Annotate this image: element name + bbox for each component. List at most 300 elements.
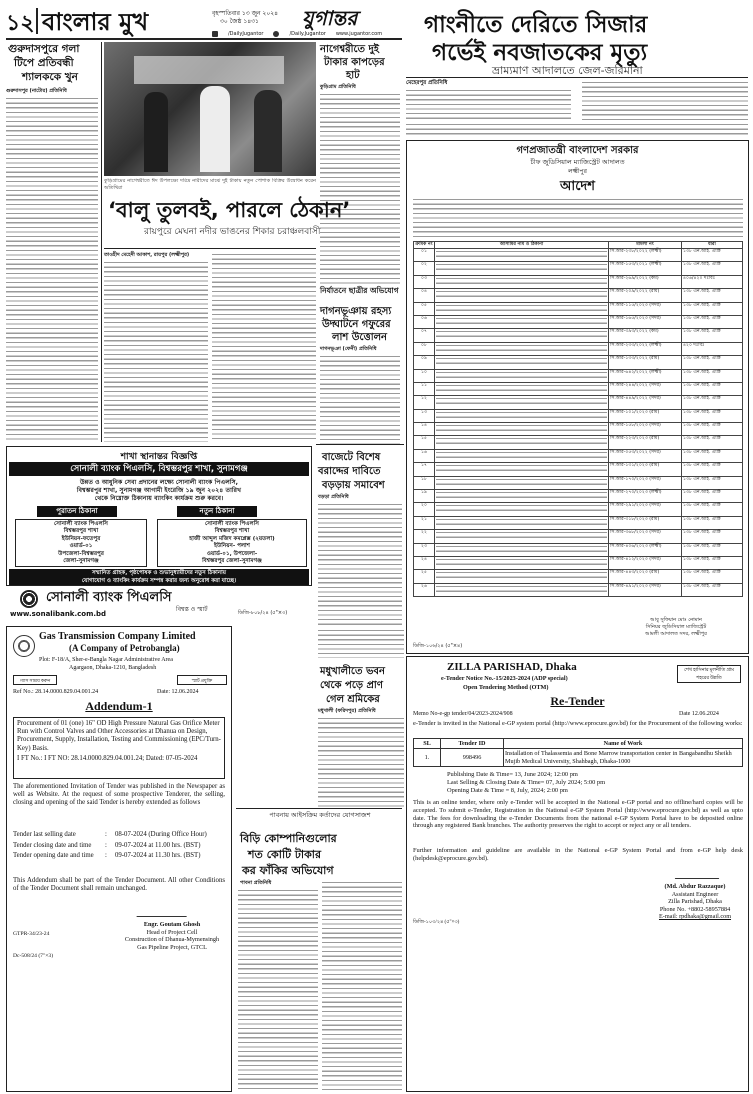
lead-byline: মেহেরপুর প্রতিনিধি	[406, 80, 448, 86]
court-cell-name-text	[436, 450, 607, 461]
court-cell-case: সি.আর-৪১২/২০২৩ (সদর)	[609, 556, 682, 569]
zp-signature-block	[643, 883, 747, 921]
gas-tender-row	[13, 831, 225, 840]
twitter-handle[interactable]: /Daily.Jugantor	[289, 31, 326, 37]
banner-rule	[104, 248, 316, 249]
court-cell-section: ১৩৮ এন.আই. এ্যাক্ট	[682, 302, 743, 315]
court-cell-name	[435, 530, 609, 543]
gas-ift: I FT No.: I FT NO: 28.14.0000.829.04.001.24; Dated: 07-05-2024	[17, 754, 198, 762]
court-gov: গণপ্রজাতন্ত্রী বাংলাদেশ সরকার	[516, 145, 639, 156]
court-cell-case: সি.আর-৩৯৩/২০২২ (কম)	[609, 329, 682, 342]
old-address	[15, 519, 147, 567]
court-cell-sl: ০৬	[414, 315, 435, 328]
court-cell-section: ১৩৮ এন.আই. এ্যাক্ট	[682, 516, 743, 529]
new-address-line: হাজী আব্দুল মজিদ কমপ্লেক্স (২য়তলা)	[189, 535, 275, 542]
court-table-row	[414, 249, 743, 262]
court-cell-name-text	[436, 490, 607, 501]
court-cell-name-text	[436, 436, 607, 447]
zp-intro: e-Tender is invited in the National e-GP system portal (http://www.eprocure.gov.bd) for the Procurement of the following works:	[413, 720, 743, 727]
court-cell-name-text	[436, 276, 607, 287]
court-cell-name	[435, 249, 609, 262]
court-sign-name: আবু সুফিয়ান মোঃ নোমান	[650, 617, 702, 623]
court-cell-name	[435, 436, 609, 449]
court-cell-section: ১৩৮ এন.আই. এ্যাক্ট	[682, 530, 743, 543]
old-address-line: সোনালী ব্যাংক পিএলসি	[53, 521, 108, 527]
s5-headline-1: বাজেটে বিশেষ	[322, 452, 381, 463]
court-cell-section: ১৩৮ এন.আই. এ্যাক্ট	[682, 289, 743, 302]
court-cell-name	[435, 503, 609, 516]
court-cell-name-text	[436, 343, 607, 354]
court-cell-name	[435, 476, 609, 489]
gas-addendum: Addendum-1	[85, 699, 153, 713]
court-table-row	[414, 262, 743, 275]
banner-byline: তাওহীদ মেহেদী আকাশ, রায়পুর (লক্ষ্মীপুর)	[104, 252, 190, 258]
sonali-website[interactable]: www.sonalibank.com.bd	[10, 610, 107, 618]
gas-address-1: Plot: F-18/A, Sher-e-Bangla Nagar Administrative Area	[39, 657, 173, 663]
court-cell-sl: ১৩	[414, 409, 435, 422]
court-cell-case: সি.আর-১৩১/২০২৩ (রাম)	[609, 463, 682, 476]
court-cell-sl: ১৯	[414, 490, 435, 503]
s7-headline-2: শত কোটি টাকার	[248, 848, 322, 861]
court-table-row	[414, 503, 743, 516]
s5-headline-3: বড়ড়ায় সমাবেশ	[322, 480, 385, 491]
photo-person-2	[200, 86, 230, 172]
court-cell-name	[435, 369, 609, 382]
gas-row-colon: :	[105, 841, 107, 849]
court-cell-name	[435, 289, 609, 302]
court-cell-name-text	[436, 383, 607, 394]
court-table-row	[414, 583, 743, 596]
s3-body	[320, 262, 400, 284]
zp-org: ZILLA PARISHAD, Dhaka	[447, 661, 577, 673]
sonali-notice-bar	[9, 569, 309, 585]
s1-headline-3: শ্যালককে খুন	[22, 71, 78, 83]
s6-headline-1: মধুখালীতে ভবন	[320, 666, 385, 677]
s1-headline-1: গুরুদাসপুরে গলা	[8, 43, 80, 55]
court-cell-section: ১৩৮ এন.আই. এ্যাক্ট	[682, 249, 743, 262]
court-cell-sl: ২২	[414, 530, 435, 543]
court-cell-sl: ১৭	[414, 463, 435, 476]
sonali-bank-ad	[6, 446, 312, 586]
new-address-line: বিশ্বম্ভরপুর জেলা-সুনামগঞ্জ	[202, 558, 262, 565]
court-cell-name	[435, 490, 609, 503]
court-district: লক্ষ্মীপুর	[568, 168, 587, 175]
gas-row-value: 09-07-2024 at 11.30 hrs. (BST)	[115, 852, 201, 860]
s2-headline-3: হাট	[346, 70, 360, 81]
lead-body-col1	[406, 88, 571, 122]
zp-sign-name: (Md. Abdur Razzaque)	[664, 883, 726, 890]
court-cell-name	[435, 262, 609, 275]
court-table-row	[414, 449, 743, 462]
court-cell-name-text	[436, 289, 607, 300]
zp-row-id: 998496	[441, 749, 504, 767]
court-cell-section: ১৩৮ এন.আই. এ্যাক্ট	[682, 490, 743, 503]
gas-para: The aforementioned Invitation of Tender was published in the Newspaper as well as Website. At the request of some prospective Tenderer, the selling, closing and opening of the said Tender is hereby extended as follows	[13, 783, 225, 807]
story-pabna	[236, 808, 402, 1094]
court-cell-sl: ১৮	[414, 476, 435, 489]
court-cell-section: ১৩৮ এন.আই. এ্যাক্ট	[682, 315, 743, 328]
court-cell-sl: ১২	[414, 396, 435, 409]
photo-banner-prop	[134, 56, 284, 84]
court-cell-sl: ০৫	[414, 302, 435, 315]
court-table-row	[414, 356, 743, 369]
sonali-footer	[6, 588, 312, 620]
court-table-row	[414, 315, 743, 328]
s2-headline-1: নাগেশ্বরীতে দুই	[320, 44, 379, 55]
s1-body	[6, 96, 98, 442]
s7-headline-3: কর ফাঁকির অভিযোগ	[242, 864, 334, 877]
court-intro	[413, 197, 743, 237]
court-cell-name-text	[436, 477, 607, 488]
court-table-row	[414, 530, 743, 543]
gas-footer: This Addendum shall be part of the Tender Document. All other Conditions of the Tender Document shall remain unchanged.	[13, 877, 225, 893]
court-cell-name-text	[436, 530, 607, 541]
gas-row-value: 08-07-2024 (During Office Hour)	[115, 831, 207, 838]
new-address-line: ওয়ার্ড-০১, উপজেলা-	[206, 550, 258, 557]
court-cell-sl: ২১	[414, 516, 435, 529]
court-cell-section: ১৩৮ এন.আই. এ্যাক্ট	[682, 436, 743, 449]
zp-col-work: Name of Work	[504, 739, 743, 749]
masthead-divider	[36, 8, 38, 34]
mid-divider	[316, 444, 404, 445]
masthead-underline	[6, 38, 402, 40]
court-cell-section: ৪২০ দঃবিঃ	[682, 342, 743, 355]
court-cell-section: ১৩৮ এন.আই. এ্যাক্ট	[682, 423, 743, 436]
court-cell-sl: ০৭	[414, 329, 435, 342]
court-cell-sl: ১৬	[414, 449, 435, 462]
court-table-row	[414, 342, 743, 355]
zp-sign-title: Assistant Engineer	[671, 890, 719, 898]
court-cell-case: সি.আর-২৪৪/২০২২ (সদর)	[609, 382, 682, 395]
court-cell-case: সি.আর-৪৪৯/২০২২ (সদর)	[609, 396, 682, 409]
s4-headline-2: উদ্ঘাটনে গফুরের	[322, 319, 391, 330]
s1-headline-2: টিপে প্রতিবন্ধী	[14, 57, 74, 69]
court-table-row	[414, 436, 743, 449]
lead-story	[406, 4, 748, 122]
zp-col-sl: SL	[414, 739, 441, 749]
lead-body-col2	[582, 80, 748, 122]
court-table	[413, 241, 743, 597]
banner-subhead: রায়পুরে মেঘনা নদীর ভাঙনের শিকার চরাঞ্চলবাসী	[144, 227, 321, 237]
court-table-row	[414, 409, 743, 422]
s6-byline: মধুখালী (ফরিদপুর) প্রতিনিধি	[318, 708, 376, 714]
court-table-row	[414, 302, 743, 315]
court-cell-section: ১৩৮ এন.আই. এ্যাক্ট	[682, 476, 743, 489]
sonali-branch-bar	[9, 462, 309, 476]
court-cell-section: ১৩৮ এন.আই. এ্যাক্ট	[682, 449, 743, 462]
court-table-row	[414, 556, 743, 569]
section-title: বাংলার মুখ	[42, 8, 149, 36]
court-cell-sl: ০৮	[414, 342, 435, 355]
gas-sign-title-2: Construction of Dhanua-Mymensingh	[124, 936, 220, 944]
court-cell-sl: ০২	[414, 262, 435, 275]
lead-headline-1: গাংনীতে দেরিতে সিজার	[424, 12, 648, 38]
court-cell-name-text	[436, 570, 607, 581]
gas-ref: Ref No.: 28.14.0000.829.04.001.24	[13, 689, 99, 695]
court-table-row	[414, 396, 743, 409]
s3-headline: নির্যাতনে ছাত্রীর অভিযোগ	[320, 286, 399, 295]
gas-signature-block	[113, 921, 231, 951]
court-cell-name	[435, 315, 609, 328]
court-cell-case: সি.আর-২২৩/২০২৩ (রাম)	[609, 436, 682, 449]
court-cell-section: ১৩৮ এন.আই. এ্যাক্ট	[682, 409, 743, 422]
court-cell-case: সি.আর-০৫৩/২০২২ (সদর)	[609, 449, 682, 462]
court-cell-sl: ১০	[414, 369, 435, 382]
court-cell-case: সি.আর-২০৯/২০২২ (রায়)	[609, 289, 682, 302]
court-cell-sl: ২৪	[414, 556, 435, 569]
gas-company-sub: (A Company of Petrobangla)	[69, 643, 180, 653]
s5-body-cont	[318, 628, 404, 658]
gas-company: Gas Transmission Company Limited	[39, 631, 196, 642]
zp-para-2: Further information and guideline are available in the National e-GP System Portal and from e-GP help desk (helpdesk@eprocure.gov.bd).	[413, 847, 743, 862]
court-cell-name	[435, 382, 609, 395]
court-cell-section: ১৩৮ এন.আই. এ্যাক্ট	[682, 396, 743, 409]
court-cell-name	[435, 275, 609, 288]
gas-rows	[13, 831, 225, 863]
lead-headline-2: গর্ভেই নবজাতকের মৃত্যু	[432, 40, 648, 66]
zp-phone: Phone No. +8802-58957884	[659, 905, 731, 913]
court-cell-name-text	[436, 356, 607, 367]
court-cell-case: সি.আর-১৬৫/২০২৩ (সদর)	[609, 315, 682, 328]
page-number: ১২	[6, 11, 35, 36]
new-address-line: সোনালী ব্যাংক পিএলসি	[204, 521, 259, 527]
court-cell-section: ১৩৮ এন.আই. এ্যাক্ট	[682, 356, 743, 369]
court-cell-case: সি.আর-৪০৬/২০২৩ (লক্ষ্মী)	[609, 543, 682, 556]
gas-sign-name: Engr. Goutam Ghosh	[143, 921, 201, 928]
social-row	[212, 31, 402, 37]
gas-row-label: Tender opening date and time	[13, 852, 94, 860]
court-notice	[406, 140, 749, 654]
court-cell-section: ১৩৮ এন.আই. এ্যাক্ট	[682, 556, 743, 569]
court-code: ডিজি-১০৬/২৪ (৫"×৪)	[413, 643, 463, 649]
gas-sign-title-1: Head of Project Cell	[146, 928, 198, 936]
s5-headline-2: বরাদ্দের দাবিতে	[318, 466, 381, 477]
zp-badge: শেখ হাসিনার মূলনীতি গ্রাম শহরের উন্নতি	[677, 665, 741, 683]
court-cell-sl: ০১	[414, 249, 435, 262]
zp-retender: Re-Tender	[550, 694, 605, 708]
s5-body	[318, 502, 402, 626]
court-cell-case: সি.আর-১৭০/২০২৩ (সদর)	[609, 476, 682, 489]
s4-headline-3: লাশ উত্তোলন	[332, 332, 388, 343]
gas-code-2: Dc-508/24 (7"×3)	[13, 953, 54, 959]
court-cell-name-text	[436, 396, 607, 407]
gas-badge-right: স্মার্ট প্রযুক্তি	[177, 675, 227, 685]
court-cell-case: সি.আর-৩৬৮/২০২৩ (সদর)	[609, 530, 682, 543]
court-cell-name-text	[436, 503, 607, 514]
court-title: আদেশ	[560, 179, 595, 194]
facebook-handle[interactable]: /DailyJugantor	[228, 31, 264, 37]
col-section: ধারা	[682, 242, 743, 249]
s6-headline-3: গেল শ্রমিকের	[326, 694, 380, 705]
zp-notice: e-Tender Notice No.-15/2023-2024 (ADP special)	[441, 675, 568, 682]
court-cell-sl: ২৩	[414, 543, 435, 556]
court-cell-case: সি.আর-২৩৮/২০২২ (লক্ষ্মী)	[609, 249, 682, 262]
court-cell-name-text	[436, 262, 607, 273]
old-address-line: উপজেলা-বিশ্বম্ভরপুর	[58, 550, 104, 557]
court-cell-section: ১৩৮ এন.আই. এ্যাক্ট	[682, 570, 743, 583]
court-cell-case: সি.আর-৪৪৩/২০২৩ (রাম)	[609, 570, 682, 583]
story-madhukhali	[316, 628, 404, 808]
story-nageshwari	[320, 42, 400, 262]
old-address-line: জেলা-সুনামগঞ্জ	[63, 558, 99, 565]
zp-email[interactable]: E-mail: rpdhaka@gmail.com	[658, 913, 732, 921]
zp-para: This is an online tender, where only e-Tender will be accepted in the National e-GP portal and no offline/hard copies will be accepted. To submit e-Tender, Registration in the National e-GP System Portal (http://www.eprocure.gov.bd) as well as upto date. The fees for downloading the e-Tender Documents from the national e-GP System Portal have to be deposited online through any registered Bank branches. The authority preserves the right to accept or reject any or all tenders.	[413, 799, 743, 830]
court-cell-name-text	[436, 557, 607, 568]
zp-code: ডিজি-১০৩/২৪ (৫"×৩)	[413, 920, 460, 925]
facebook-icon	[212, 31, 218, 37]
court-cell-case: সি.আর-২৬৯/২০২২ (কম)	[609, 275, 682, 288]
date-line-1: বৃহস্পতিবার ১৩ জুন ২০২৪	[212, 10, 279, 17]
court-cell-name	[435, 543, 609, 556]
court-table-row	[414, 516, 743, 529]
old-address-line: ওয়ার্ড-০১	[69, 543, 93, 550]
court-cell-name	[435, 302, 609, 315]
s7-byline: পাবনা প্রতিনিধি	[240, 880, 272, 886]
news-photo	[104, 42, 316, 176]
banner-headline: ‘বালু তুলবই, পারলে ঠেকান’	[108, 198, 351, 222]
court-cell-sl: ২৫	[414, 570, 435, 583]
zp-publish: Publishing Date & Time= 13, June 2024; 12:00 pm	[447, 771, 578, 778]
col-case: মামলা নং	[609, 242, 682, 249]
website-link[interactable]: www.jugantor.com	[335, 31, 383, 37]
court-cell-name-text	[436, 423, 607, 434]
lead-subhead: ভ্রাম্যমাণ আদালতে জেল-জরিমানা	[492, 64, 643, 77]
court-cell-section: ১৩৮ এন.আই. এ্যাক্ট	[682, 262, 743, 275]
story-guru	[6, 42, 98, 442]
court-cell-name-text	[436, 463, 607, 474]
s7-headline-1: বিড়ি কোম্পানিগুলোর	[240, 832, 337, 845]
sonali-tagline: বিশ্বস্ত ও স্মার্ট	[176, 606, 208, 613]
zp-date: Date 12.06.2024	[679, 711, 719, 717]
sonali-notice-1: সম্মানিত গ্রাহক, পৃষ্ঠপোষক ও শুভানুধ্যায়ীদের নতুন ঠিকানায়	[91, 570, 227, 576]
gas-address-2: Agargaon, Dhaka-1210, Bangladesh	[69, 665, 157, 671]
s2-headline-2: টাকার কাপড়ের	[324, 57, 385, 68]
gas-date: Date: 12.06.2024	[157, 689, 199, 695]
gas-row-colon: :	[105, 831, 107, 838]
gas-code-1: GTPR-34/23-24	[13, 931, 50, 937]
jugantor-logo: যুগান্তর	[302, 6, 358, 30]
court-cell-name	[435, 463, 609, 476]
zp-col-id: Tender ID	[441, 739, 504, 749]
court-table-row	[414, 382, 743, 395]
court-cell-section: ১৩৮ এন.আই. এ্যাক্ট	[682, 382, 743, 395]
col-sl: ক্রমিক নং	[415, 242, 433, 247]
zp-row-sl: 1.	[414, 749, 441, 767]
banner-body-col1	[104, 260, 208, 442]
zp-row-work: Installation of Thalassemia and Bone Marrow transportation center in Bangabandhu Sheikh Mujib Medical University, Shahbagh, Dhaka-1000	[504, 749, 743, 767]
court-table-row	[414, 423, 743, 436]
twitter-icon	[273, 31, 279, 37]
court-cell-name	[435, 342, 609, 355]
court-cell-section: ৪০৬/৪২০ দঃবিঃ	[682, 275, 743, 288]
banner-story	[104, 194, 351, 246]
old-address-line: ইউনিয়ন-ফতেপুর	[61, 535, 101, 542]
s5-byline: বড়ড়া প্রতিনিধি	[318, 494, 349, 500]
gas-sign-title-3: Gas Pipeline Project, GTCL	[137, 943, 207, 951]
sonali-branch: সোনালী ব্যাংক পিএলসি, বিশ্বম্ভরপুর শাখা, সুনামগঞ্জ	[70, 464, 248, 474]
court-cell-name-text	[436, 370, 607, 381]
court-cell-sl: ১৫	[414, 436, 435, 449]
court-cell-sl: ১১	[414, 382, 435, 395]
court-cell-name	[435, 396, 609, 409]
s6-body	[318, 716, 404, 808]
court-cell-name-text	[436, 303, 607, 314]
new-address-line: বিশ্বম্ভরপুর শাখা	[214, 528, 250, 535]
zp-memo: Memo No-e-gp tender/04/2023-2024/908	[413, 711, 513, 717]
sonali-title: শাখা স্থানান্তর বিজ্ঞপ্তি	[120, 452, 198, 462]
s7-kicker: পাবনায় আইসক্রিম কর্তাদের যোগসাজশ	[269, 811, 371, 819]
gas-tender-row	[13, 852, 225, 861]
s7-rule	[236, 808, 402, 809]
court-cell-case: সি.আর-১৫৩/২০২১ (লক্ষ্মী)	[609, 262, 682, 275]
s2-body	[320, 92, 400, 262]
gas-row-label: Tender last selling date	[13, 831, 76, 838]
court-cell-name-text	[436, 544, 607, 555]
court-cell-section: ১৩৮ এন.আই. এ্যাক্ট	[682, 463, 743, 476]
zilla-parishad-ad	[406, 656, 749, 1092]
s1-byline: গুরুদাসপুর (নাটোর) প্রতিনিধি	[6, 88, 67, 94]
sonali-body-3: থেকে নিম্নোক্ত ঠিকানায় ব্যাংকিং কার্যক্রম শুরু করবে।	[94, 495, 224, 502]
col-divider-1	[101, 42, 102, 442]
court-cell-case: সি.আর-৬৪২/২০২২ (লক্ষ্মী)	[609, 369, 682, 382]
court-cell-case: সি.আর-১১৫/২০২৩ (সদর)	[609, 302, 682, 315]
court-table-row	[414, 369, 743, 382]
court-table-row	[414, 463, 743, 476]
s4-body	[320, 354, 400, 444]
court-cell-name	[435, 516, 609, 529]
s7-body-col1	[238, 888, 318, 1092]
court-cell-case: সি.আর-৩১৮/২০২৩ (রাম)	[609, 516, 682, 529]
court-sign-place: আমলী আদালত সদর, লক্ষ্মীপুর	[645, 631, 707, 637]
court-signature	[607, 617, 745, 651]
court-cell-section: ১৩৮ এন.আই. এ্যাক্ট	[682, 369, 743, 382]
zp-method: Open Tendering Method (OTM)	[463, 684, 549, 691]
court-table-row	[414, 490, 743, 503]
photo-caption: কুড়িগ্রামের নাগেশ্বরীতে ঈদ উপলক্ষ্যে দরিদ্র নারীদের মাঝে দুই টাকায় নতুন পোশাক বিক্রির উদ্বোধন করেন অতিথিরা	[104, 178, 316, 191]
court-cell-case: সি.আর-১৩৩/২০২২ (রাম)	[609, 356, 682, 369]
court-cell-name-text	[436, 316, 607, 327]
court-cell-case: সি.আর-১৫৮/২০২৩ (সদর)	[609, 423, 682, 436]
court-cell-sl: ২৬	[414, 583, 435, 596]
gas-subject-body: Procurement of 01 (one) 16" OD High Pressure Natural Gas Orifice Meter Run with Control Valves and Other Accessories at Dhanua on Design, Procurement, Supply, Installation, Testing and Commissioning (EPC/Turn-Key) Basis.	[17, 720, 221, 752]
court-cell-sl: ০৯	[414, 356, 435, 369]
gas-tender-row	[13, 842, 225, 851]
old-address-label: পুরাতন ঠিকানা	[37, 506, 117, 517]
court-table-row	[414, 289, 743, 302]
court-cell-section: ১৩৮ এন.আই. এ্যাক্ট	[682, 329, 743, 342]
sonali-body-1: উন্নত ও আধুনিক সেবা প্রদানের লক্ষ্যে সোনালী ব্যাংক পিএলসি,	[79, 479, 239, 486]
gas-row-label: Tender closing date and time	[13, 841, 92, 849]
court-cell-sl: ১৪	[414, 423, 435, 436]
court-table-row	[414, 275, 743, 288]
court-name: চীফ জুডিসিয়াল ম্যাজিস্ট্রেট আদালত	[530, 158, 625, 166]
court-table-row	[414, 329, 743, 342]
masthead	[6, 4, 402, 40]
s7-body-col2	[322, 880, 402, 1092]
court-sign-title: সিনিয়র জুডিসিয়াল ম্যাজিস্ট্রেট	[645, 624, 707, 630]
sonali-logo-text: সোনালী ব্যাংক পিএলসি	[46, 590, 172, 605]
gas-signature-scribble	[136, 903, 191, 917]
court-cell-name	[435, 556, 609, 569]
zp-dates	[447, 771, 605, 795]
lead-rule	[406, 77, 748, 78]
court-cell-case: সি.আর-১০১/২০২৩ (রাম)	[609, 409, 682, 422]
gas-ad	[6, 626, 232, 1092]
zp-table	[413, 738, 743, 767]
court-table-row	[414, 570, 743, 583]
court-cell-name	[435, 570, 609, 583]
court-cell-case: সি.আর-২৯১/২০২৩ (সদর)	[609, 503, 682, 516]
